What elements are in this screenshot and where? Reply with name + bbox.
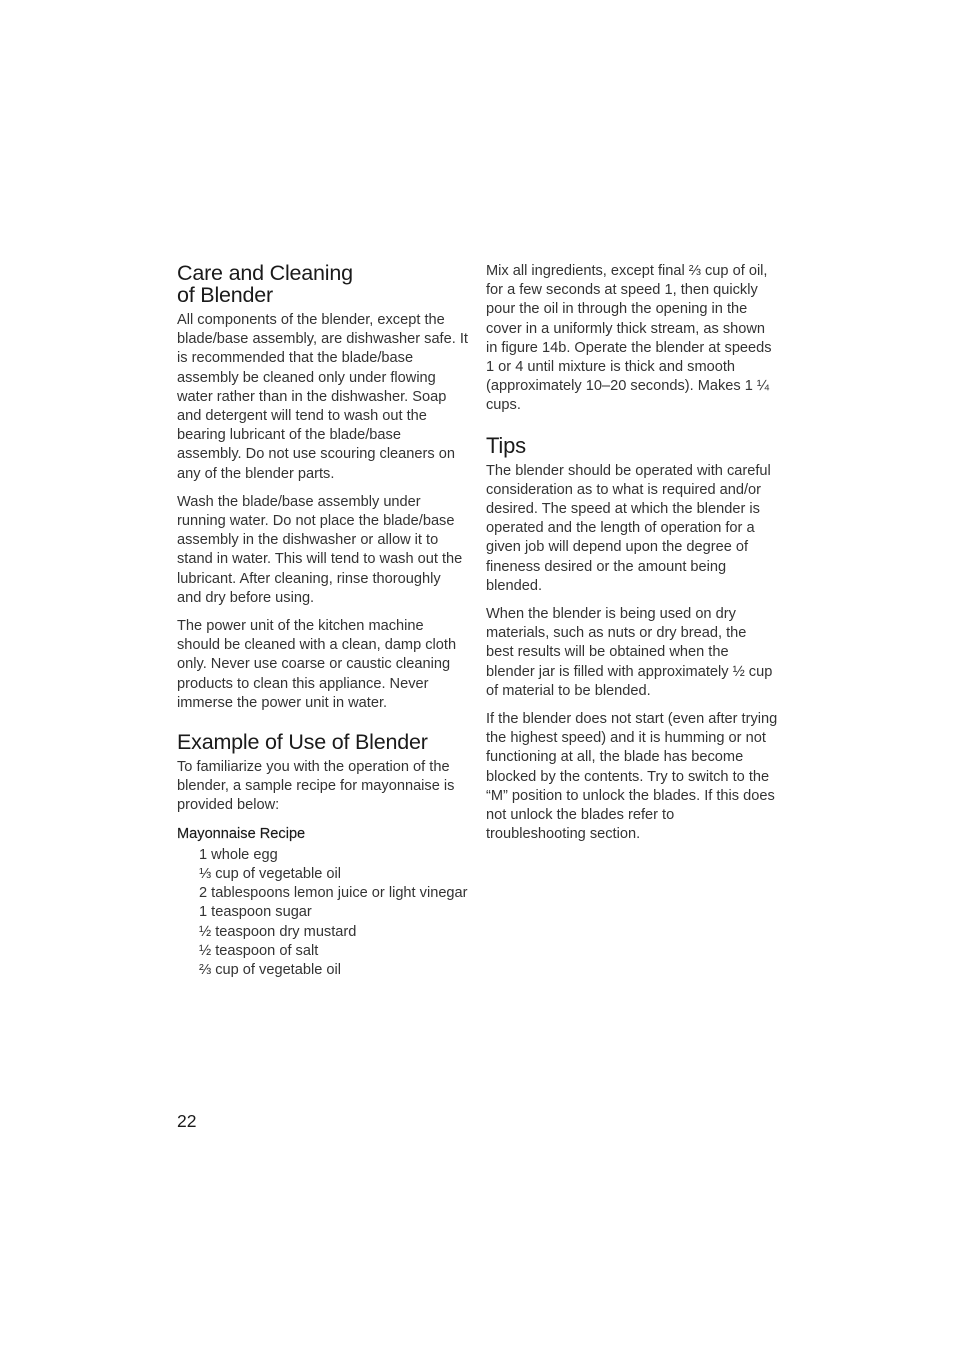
left-column: [177, 262, 469, 980]
care-paragraph: All components of the blender, except the blade/base assembly, are dishwasher safe. It is recommended that the blade/base assembly be cleaned only under flowing water rather than in the dishwasher. Soap and detergent will tend to wash out the bearing lubricant of the blade/base assembly. Do not use scouring cleaners on any of the blender parts.: [177, 312, 468, 482]
care-title-line2: of Blender: [177, 283, 274, 307]
care-title-line1: Care and Cleaning: [177, 261, 353, 285]
example-of-use-heading: Example of Use of Blender: [177, 730, 428, 755]
care-paragraph: The power unit of the kitchen machine should be cleaned with a clean, damp cloth only. Never use coarse or caustic cleaning products to clean this appliance. Never immerse the power unit in water.: [177, 618, 457, 711]
page-number: 22: [177, 1111, 197, 1131]
right-column: [486, 262, 778, 844]
recipe-title: Mayonnaise Recipe: [177, 825, 306, 842]
example-intro: To familiarize you with the operation of the blender, a sample recipe for mayonnaise is provided below:: [177, 759, 455, 814]
ingredient-item: ⅔ cup of vegetable oil: [199, 962, 341, 979]
tips-paragraph: If the blender does not start (even after trying the highest speed) and it is humming or not functioning at all, the blade has become blocked by the contents. Try to switch to the “M” position to unlock the blades. If this does not unlock the blades refer to troubleshooting section.: [486, 711, 778, 843]
ingredient-item: 2 tablespoons lemon juice or light vinegar: [199, 885, 468, 902]
ingredient-item: 1 teaspoon sugar: [199, 904, 312, 921]
ingredient-item: ½ teaspoon of salt: [199, 942, 319, 959]
tips-heading: Tips: [486, 432, 526, 458]
recipe-instructions: Mix all ingredients, except final ⅔ cup of oil, for a few seconds at speed 1, then quickly pour the oil in through the opening in the cover in a uniformly thick stream, as shown in figure 14b. Operate the blender at speeds 1 or 4 until mixture is thick and smooth (approximately 10–20 seconds). Makes 1 ¼ cups.: [486, 263, 772, 414]
tips-paragraph: When the blender is being used on dry materials, such as nuts or dry bread, the best results will be obtained when the blender jar is filled with approximately ½ cup of material to be blended.: [486, 606, 773, 699]
ingredient-item: ⅓ cup of vegetable oil: [199, 866, 341, 883]
care-and-cleaning-heading: [177, 262, 469, 306]
ingredient-item: 1 whole egg: [199, 846, 278, 863]
ingredient-list: [177, 846, 469, 980]
tips-paragraph: The blender should be operated with careful consideration as to what is required and/or desired. The speed at which the blender is operated and the length of operation for a given job will depend upon the degree of fineness desired or the amount being blended.: [486, 462, 771, 594]
care-paragraph: Wash the blade/base assembly under running water. Do not place the blade/base assembly in the dishwasher or allow it to stand in water. This will tend to wash out the lubricant. After cleaning, rinse thoroughly and dry before using.: [177, 493, 463, 606]
ingredient-item: ½ teaspoon dry mustard: [199, 923, 357, 940]
